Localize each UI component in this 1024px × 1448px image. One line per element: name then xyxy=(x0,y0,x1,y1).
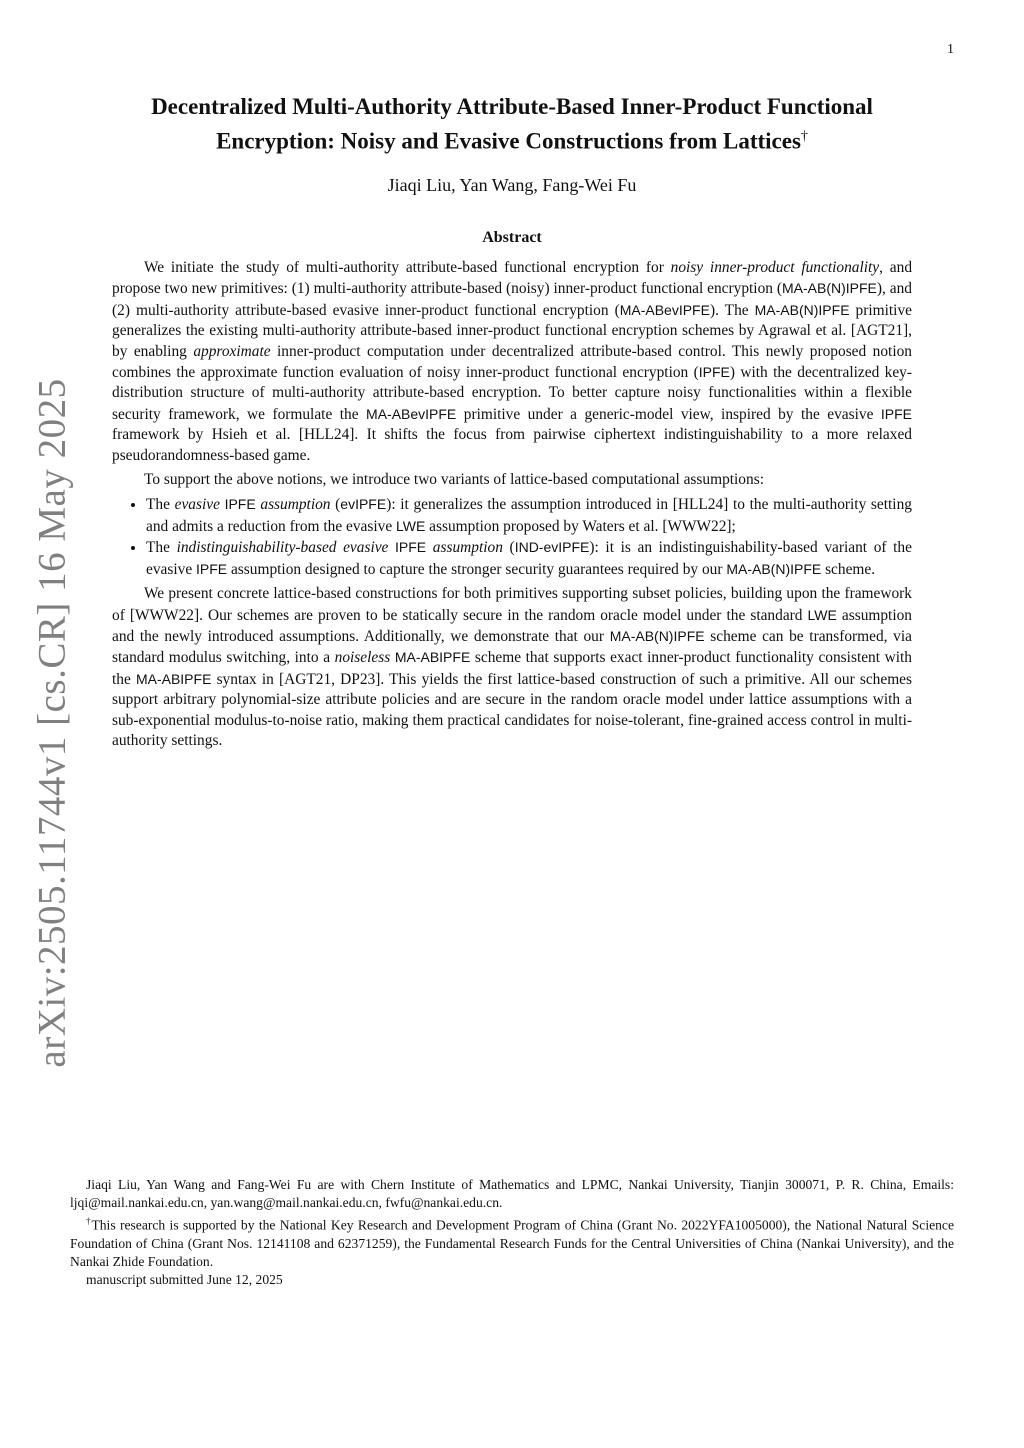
text-segment: We present concrete lattice-based constructions for both primitives supporting subset policies, building upon the framework of [WWW22]. Our schemes are proven to be statically secure in the random oracle model under the standard xyxy=(112,585,912,624)
primitive-name: IND-evIPFE xyxy=(514,539,590,556)
submission-note: manuscript submitted June 12, 2025 xyxy=(86,1271,283,1287)
text-segment: ) with the decentralized key-distribution structure of multi-authority attribute-based encryption. To better capture noisy functionalities within a flexible security framework, we formulate the xyxy=(112,364,912,423)
arxiv-identifier-stamp[interactable]: arXiv:2505.11744v1 [cs.CR] 16 May 2025 xyxy=(30,378,74,1068)
emphasis: noisy inner-product functionality xyxy=(670,259,880,276)
author-list: Jiaqi Liu, Yan Wang, Fang-Wei Fu xyxy=(387,175,637,195)
primitive-name: MA-AB(N)IPFE xyxy=(754,301,850,318)
primitive-name: IPFE xyxy=(196,560,228,577)
text-segment: assumption proposed by Waters et al. [WWW22]; xyxy=(425,517,736,535)
text-segment: ). The xyxy=(709,301,755,319)
funding-footnote xyxy=(70,1212,954,1271)
text-segment: ), and (2) multi-authority attribute-based evasive inner-product functional encryption ( xyxy=(112,280,912,319)
funding-footnote-mark: † xyxy=(86,1216,92,1226)
abstract-body xyxy=(112,258,912,755)
primitive-name: MA-ABIPFE xyxy=(135,670,212,687)
title-footnote-mark: † xyxy=(800,129,808,144)
primitive-name: IPFE xyxy=(224,496,256,513)
text-segment: ( xyxy=(330,496,341,514)
assumption-item-evipfe xyxy=(146,494,912,537)
emphasis: assumption xyxy=(260,496,331,514)
abstract-paragraph-2: To support the above notions, we introduce two variants of lattice-based computational assumptions: xyxy=(144,471,764,489)
text-segment: ): it generalizes the assumption introduced in [HLL24] to the multi-authority setting and admits a reduction from the evasive xyxy=(146,496,912,535)
assumption-list xyxy=(112,494,912,580)
primitive-name: IPFE xyxy=(698,364,730,381)
emphasis: indistinguishability-based evasive xyxy=(176,539,389,557)
emphasis: evasive xyxy=(174,496,220,514)
text-segment: ): it is an indistinguishability-based variant of the evasive xyxy=(146,539,912,578)
text-segment: syntax in [AGT21, DP23]. This yields the first lattice-based construction of such a primitive. All our schemes support arbitrary polynomial-size attribute policies and are secure in the random oracle model under lattice assumptions with a sub-exponential modulus-to-noise ratio, making them practical candidates for noise-tolerant, fine-grained access control in multi-authority settings. xyxy=(112,670,912,749)
text-segment: assumption and the newly introduced assumptions. Additionally, we demonstrate that our xyxy=(112,606,913,645)
emphasis: approximate xyxy=(193,342,271,360)
text-segment: framework by Hsieh et al. [HLL24]. It shifts the focus from pairwise ciphertext indistinguishability to a more relaxed pseudorandomness-based game. xyxy=(112,426,912,464)
primitive-name: MA-ABevIPFE xyxy=(619,301,710,318)
text-segment: primitive under a generic-model view, inspired by the evasive xyxy=(456,405,881,423)
page-number: 1 xyxy=(947,42,954,57)
text-segment: The xyxy=(146,496,175,514)
text-segment: , and propose two new primitives: (1) multi-authority attribute-based (noisy) inner-product functional encryption ( xyxy=(112,259,913,298)
text-segment: scheme. xyxy=(821,560,876,578)
text-segment: scheme that supports exact inner-product functionality consistent with the xyxy=(112,649,912,688)
text-segment: We initiate the study of multi-authority attribute-based functional encryption for xyxy=(144,259,671,276)
abstract-paragraph-3 xyxy=(112,584,912,751)
text-segment: primitive generalizes the existing multi-authority attribute-based inner-product functional encryption schemes by Agrawal et al. [AGT21], by enabling xyxy=(112,301,912,360)
affiliation-footnote: Jiaqi Liu, Yan Wang and Fang-Wei Fu are with Chern Institute of Mathematics and LPMC, Nankai University, Tianjin 300071, P. R. China, Emails: ljqi@mail.nankai.edu.cn, yan.wang@mail.nankai.edu.cn, fwfu@nankai.edu.cn. xyxy=(70,1177,954,1210)
primitive-name: MA-AB(N)IPFE xyxy=(609,627,705,644)
text-segment: The xyxy=(146,539,177,557)
primitive-name: MA-AB(N)IPFE xyxy=(782,280,877,297)
footnotes xyxy=(70,1176,954,1289)
primitive-name: IPFE xyxy=(395,539,427,556)
emphasis: assumption xyxy=(432,539,503,557)
primitive-name: LWE xyxy=(807,606,837,623)
text-segment xyxy=(426,539,433,556)
funding-text: This research is supported by the National Key Research and Development Program of China (Grant No. 2022YFA1005000), the National Natural Science Foundation of China (Grant Nos. 12141108 and 62371259), the Fundamental Research Funds for the Central Universities of China (Nankai University), and the Nankai Zhide Foundation. xyxy=(70,1217,954,1269)
text-segment: inner-product computation under decentralized attribute-based control. This newly proposed notion combines the approximate function evaluation of noisy inner-product functional encryption ( xyxy=(112,342,913,382)
text-segment: scheme can be transformed, via standard modulus switching, into a xyxy=(112,627,912,667)
primitive-name: MA-ABevIPFE xyxy=(366,405,457,422)
paper-title xyxy=(112,92,912,157)
primitive-name: evIPFE xyxy=(340,496,387,513)
text-segment: assumption designed to capture the stronger security guarantees required by our xyxy=(227,560,727,578)
primitive-name: MA-AB(N)IPFE xyxy=(726,560,822,577)
assumption-item-ind-evipfe xyxy=(146,537,912,580)
abstract-heading: Abstract xyxy=(482,229,542,246)
primitive-name: MA-ABIPFE xyxy=(394,649,471,666)
title-line-1: Decentralized Multi-Authority Attribute-Based Inner-Product Functional xyxy=(151,94,873,119)
primitive-name: IPFE xyxy=(880,405,912,422)
title-line-2: Encryption: Noisy and Evasive Constructions from Lattices xyxy=(216,128,801,154)
abstract-paragraph-1 xyxy=(112,258,912,466)
emphasis: noiseless xyxy=(334,649,391,667)
text-segment: ( xyxy=(502,539,515,557)
primitive-name: LWE xyxy=(396,517,426,534)
